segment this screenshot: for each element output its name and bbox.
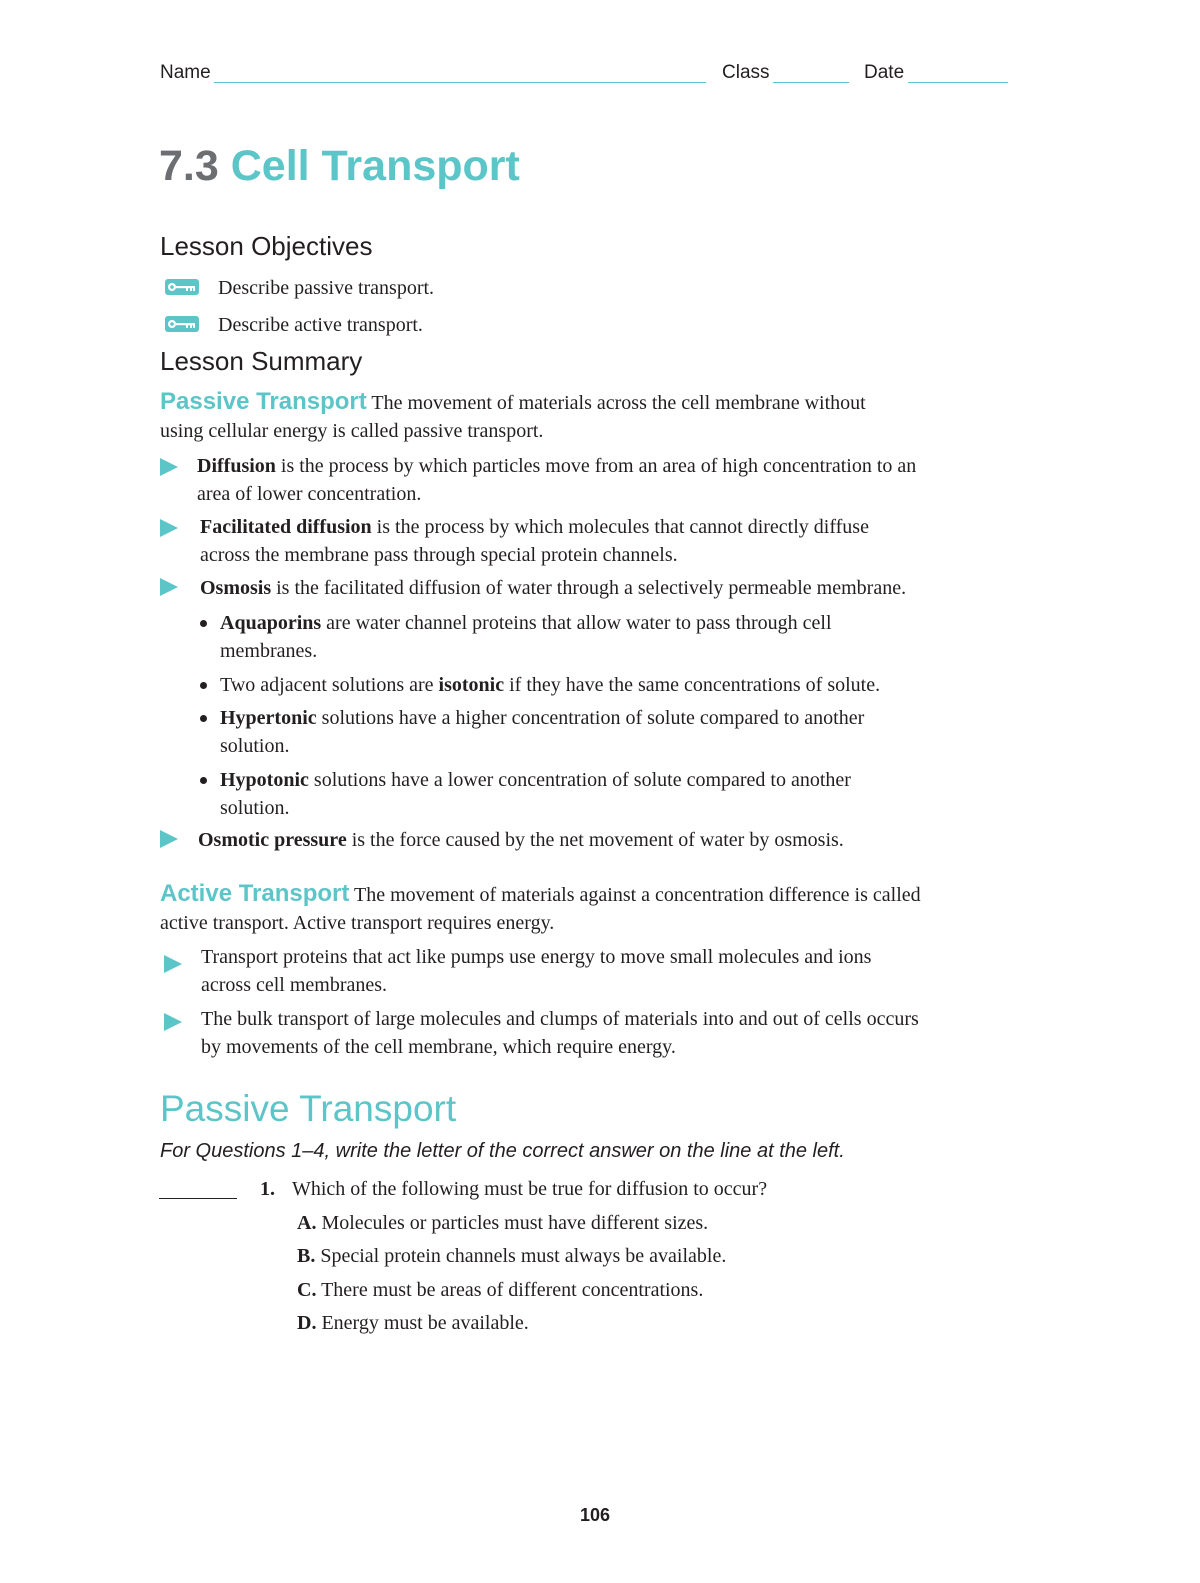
- date-line[interactable]: [908, 82, 1008, 83]
- passive-lead: Passive Transport: [160, 388, 367, 415]
- sub-bullet-line1: if they have the same concentrations of solute.: [504, 674, 881, 696]
- bullet-line1: is the facilitated diffusion of water through a selectively permeable membrane.: [271, 577, 907, 599]
- class-label: Class: [722, 62, 770, 83]
- sub-bullet-term: Hypotonic: [220, 769, 309, 791]
- triangle-bullet-icon: [160, 578, 178, 596]
- objective-text: Describe active transport.: [218, 314, 423, 336]
- active-text-line1: The movement of materials against a concentration difference is called: [349, 884, 921, 906]
- section-heading: Passive Transport: [160, 1088, 457, 1129]
- triangle-bullet-icon: [164, 955, 182, 973]
- answer-choice: [297, 1312, 529, 1335]
- bullet-line2: across the membrane pass through special protein channels.: [200, 544, 678, 566]
- sub-bullet-line2: solution.: [220, 797, 290, 819]
- choice-letter: C.: [297, 1279, 317, 1301]
- dot-bullet-icon: [200, 715, 207, 722]
- sub-bullet-line1: are water channel proteins that allow water to pass through cell: [321, 612, 832, 634]
- choice-letter: B.: [297, 1245, 316, 1267]
- bullet-line1: is the process by which particles move from an area of high concentration to an: [275, 455, 917, 477]
- active-lead: Active Transport: [160, 880, 350, 907]
- choice-letter: A.: [297, 1212, 317, 1234]
- passive-text-line1: The movement of materials across the cell membrane without: [366, 392, 866, 414]
- choice-text: There must be areas of different concentrations.: [316, 1279, 704, 1301]
- passive-paragraph: [160, 388, 1040, 445]
- bullet-text: [198, 826, 844, 854]
- class-line[interactable]: [773, 82, 849, 83]
- bullet-line1: is the force caused by the net movement of water by osmosis.: [346, 829, 844, 851]
- bullet-line2: by movements of the cell membrane, which require energy.: [201, 1036, 676, 1058]
- name-label: Name: [160, 62, 211, 83]
- page-number: 106: [579, 1505, 611, 1525]
- triangle-bullet-icon: [160, 458, 178, 476]
- active-paragraph: [160, 880, 1040, 937]
- passive-bullet: [160, 513, 1040, 569]
- objective-text: Describe passive transport.: [218, 277, 435, 299]
- title-text: Cell Transport: [230, 142, 520, 190]
- bullet-line2: area of lower concentration.: [197, 483, 422, 505]
- bullet-text: [201, 1005, 919, 1061]
- active-bullet: [160, 943, 1040, 999]
- triangle-bullet-icon: [160, 830, 178, 848]
- sub-bullet-term: Hypertonic: [220, 707, 317, 729]
- objective-item: [160, 275, 760, 303]
- objectives-heading: Lesson Objectives: [160, 231, 373, 261]
- dot-bullet-icon: [200, 777, 207, 784]
- title-number: 7.3: [159, 142, 219, 190]
- active-text-line2: active transport. Active transport requires energy.: [160, 912, 555, 934]
- answer-choice: [297, 1279, 703, 1302]
- bullet-text: [200, 513, 869, 569]
- bullet-text: [200, 574, 906, 602]
- sub-bullet-line2: membranes.: [220, 640, 318, 662]
- sub-bullet-pre: Two adjacent solutions are: [220, 674, 439, 696]
- sub-bullet-term: Aquaporins: [220, 612, 322, 634]
- bullet-term: Osmotic pressure: [198, 829, 347, 851]
- sub-bullet-line1: solutions have a higher concentration of solute compared to another: [316, 707, 865, 729]
- bullet-term: Osmosis: [200, 577, 272, 599]
- bullet-line1: is the process by which molecules that cannot directly diffuse: [371, 516, 869, 538]
- triangle-bullet-icon: [160, 519, 178, 537]
- triangle-bullet-icon: [164, 1013, 182, 1031]
- choice-text: Energy must be available.: [316, 1312, 529, 1334]
- sub-bullet-text: [220, 766, 851, 822]
- answer-line[interactable]: [159, 1198, 237, 1199]
- page-title: [159, 138, 520, 194]
- passive-bullet: [160, 452, 1040, 508]
- bullet-line1: The bulk transport of large molecules and clumps of materials into and out of cells occurs: [201, 1008, 919, 1030]
- sub-bullet: [200, 704, 1000, 760]
- key-icon: [164, 315, 200, 333]
- sub-bullet-text: [220, 609, 832, 665]
- key-icon: [164, 278, 200, 296]
- section-instructions: For Questions 1–4, write the letter of the correct answer on the line at the left.: [160, 1140, 845, 1162]
- bullet-text: [201, 943, 871, 999]
- date-label: Date: [864, 62, 905, 83]
- summary-heading: Lesson Summary: [160, 346, 363, 376]
- active-bullet: [160, 1005, 1040, 1061]
- sub-bullet-term: isotonic: [438, 674, 505, 696]
- dot-bullet-icon: [200, 682, 207, 689]
- passive-bullet: [160, 574, 1040, 602]
- bullet-text: [197, 452, 916, 508]
- sub-bullet: [200, 766, 1000, 822]
- choice-letter: D.: [297, 1312, 317, 1334]
- choice-text: Special protein channels must always be available.: [315, 1245, 727, 1267]
- bullet-line2: across cell membranes.: [201, 974, 388, 996]
- bullet-term: Facilitated diffusion: [200, 516, 372, 538]
- question-number: 1.: [260, 1178, 275, 1200]
- name-line[interactable]: [214, 82, 706, 83]
- objective-item: [160, 312, 760, 340]
- sub-bullet: [200, 609, 1000, 665]
- sub-bullet-text: [220, 671, 880, 699]
- question-text: Which of the following must be true for diffusion to occur?: [292, 1178, 768, 1200]
- dot-bullet-icon: [200, 620, 207, 627]
- sub-bullet-line1: solutions have a lower concentration of solute compared to another: [308, 769, 851, 791]
- sub-bullet-line2: solution.: [220, 735, 290, 757]
- choice-text: Molecules or particles must have different sizes.: [316, 1212, 709, 1234]
- bullet-term: Diffusion: [197, 455, 276, 477]
- answer-choice: [297, 1212, 708, 1235]
- sub-bullet: [200, 671, 1000, 699]
- bullet-line1: Transport proteins that act like pumps use energy to move small molecules and ions: [201, 946, 872, 968]
- passive-text-line2: using cellular energy is called passive transport.: [160, 420, 544, 442]
- sub-bullet-text: [220, 704, 864, 760]
- answer-choice: [297, 1245, 726, 1268]
- passive-bullet: [160, 826, 1040, 854]
